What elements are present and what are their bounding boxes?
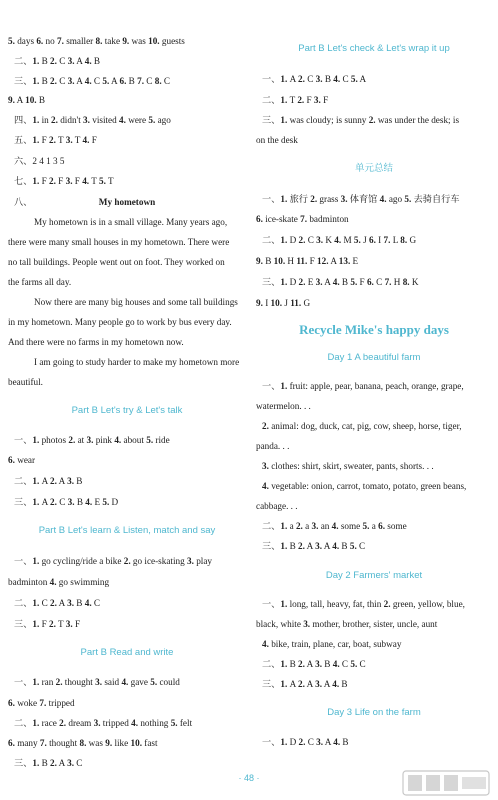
answer-line: 一、1. photos 2. at 3. pink 4. about 5. ride bbox=[14, 435, 170, 445]
answer-line: 一、1. go cycling/ride a bike 2. go ice-skating 3. play bbox=[14, 556, 213, 566]
answer-line: 6. wear bbox=[8, 455, 36, 465]
answer-line: there were many small houses in my hometown. There were bbox=[8, 237, 230, 247]
answer-line: 一、1. D 2. C 3. A 4. B bbox=[262, 737, 349, 747]
answer-line: 三、1. A 2. C 3. B 4. E 5. D bbox=[14, 497, 119, 507]
section-heading: Day 1 A beautiful farm bbox=[327, 352, 421, 363]
section-heading: Part B Let's learn & Listen, match and say bbox=[38, 525, 216, 536]
answer-line: 二、1. C 2. A 3. B 4. C bbox=[14, 598, 101, 608]
answer-line: 八、 bbox=[14, 197, 33, 207]
answer-line: 3. clothes: shirt, skirt, sweater, pants, shorts. . . bbox=[262, 461, 434, 471]
answer-line: 四、1. in 2. didn't 3. visited 4. were 5. ago bbox=[14, 115, 171, 125]
answer-line: 一、1. A 2. C 3. B 4. C 5. A bbox=[262, 74, 367, 84]
answer-line: 三、1. A 2. A 3. A 4. B bbox=[262, 679, 348, 689]
section-heading: Day 2 Farmers' market bbox=[325, 570, 423, 581]
answer-line: 6. many 7. thought 8. was 9. like 10. fast bbox=[8, 738, 158, 748]
section-heading: 单元总结 bbox=[354, 163, 393, 174]
answer-line: 5. days 6. no 7. smaller 8. take 9. was 10. guests bbox=[8, 36, 185, 46]
answer-line: 三、1. F 2. T 3. F bbox=[14, 619, 81, 629]
answer-line: 二、1. D 2. C 3. K 4. M 5. J 6. I 7. L 8. G bbox=[262, 235, 417, 245]
answer-line: in my hometown. Many people go to work by bus every day. bbox=[8, 317, 232, 327]
answer-line: 三、1. was cloudy; is sunny 2. was under the desk; is bbox=[262, 115, 460, 125]
answer-line: 二、1. a 2. a 3. an 4. some 5. a 6. some bbox=[262, 521, 407, 531]
answer-line: My hometown is in a small village. Many years ago, bbox=[34, 217, 228, 227]
watermark-logo bbox=[402, 770, 490, 796]
section-heading: Part B Let's check & Let's wrap it up bbox=[298, 43, 450, 54]
answer-line: beautiful. bbox=[8, 377, 43, 387]
answer-line: Now there are many big houses and some tall buildings bbox=[34, 297, 238, 307]
answer-line: 4. vegetable: onion, carrot, tomato, potato, green beans, bbox=[262, 481, 467, 491]
answer-line: 4. bike, train, plane, car, boat, subway bbox=[262, 639, 402, 649]
answer-line: 9. B 10. H 11. F 12. A 13. E bbox=[256, 256, 359, 266]
section-heading: Part B Read and write bbox=[80, 647, 174, 658]
answer-line: 二、1. B 2. A 3. B 4. C 5. C bbox=[262, 659, 366, 669]
answer-line: I am going to study harder to make my hometown more bbox=[34, 357, 240, 367]
answer-line: panda. . . bbox=[256, 441, 290, 451]
answer-line: 一、1. long, tall, heavy, fat, thin 2. green, yellow, blue, bbox=[262, 599, 465, 609]
answer-line: on the desk bbox=[256, 135, 298, 145]
section-heading: Part B Let's try & Let's talk bbox=[71, 405, 183, 416]
answer-line: 2. animal: dog, duck, cat, pig, cow, sheep, horse, tiger, bbox=[262, 421, 462, 431]
answer-line: the farms all day. bbox=[8, 277, 72, 287]
answer-line: 七、1. F 2. F 3. F 4. T 5. T bbox=[14, 176, 114, 186]
answer-line: 三、1. B 2. C 3. A 4. C 5. A 6. B 7. C 8. C bbox=[14, 76, 171, 86]
page-number: · 48 · bbox=[238, 773, 260, 783]
answer-line: 一、1. 旅行 2. grass 3. 体育馆 4. ago 5. 去骑自行车 bbox=[262, 194, 460, 204]
answer-line: 一、1. ran 2. thought 3. said 4. gave 5. could bbox=[14, 677, 180, 687]
answer-line: 9. A 10. B bbox=[8, 95, 46, 105]
answer-line: black, white 3. mother, brother, sister, uncle, aunt bbox=[256, 619, 438, 629]
answer-line: 三、1. B 2. A 3. A 4. B 5. C bbox=[262, 541, 366, 551]
essay-title: My hometown bbox=[98, 197, 156, 207]
section-heading: Day 3 Life on the farm bbox=[327, 707, 421, 718]
answer-line: 二、1. B 2. C 3. A 4. B bbox=[14, 56, 101, 66]
answer-line: watermelon. . . bbox=[256, 401, 311, 411]
answer-line: 6. ice-skate 7. badminton bbox=[256, 214, 349, 224]
answer-line: 三、1. B 2. A 3. C bbox=[14, 758, 83, 768]
answer-line: 六、2 4 1 3 5 bbox=[14, 156, 65, 166]
answer-line: 6. woke 7. tripped bbox=[8, 698, 75, 708]
answer-line: 二、1. T 2. F 3. F bbox=[262, 95, 329, 105]
answer-line: 二、1. A 2. A 3. B bbox=[14, 476, 83, 486]
section-heading: Recycle Mike's happy days bbox=[299, 322, 449, 337]
answer-line: 五、1. F 2. T 3. T 4. F bbox=[14, 135, 97, 145]
answer-line: 一、1. fruit: apple, pear, banana, peach, orange, grape, bbox=[262, 381, 464, 391]
answer-line: 9. I 10. J 11. G bbox=[256, 298, 311, 308]
answer-line: And there were no farms in my hometown now. bbox=[8, 337, 184, 347]
answer-line: badminton 4. go swimming bbox=[8, 577, 110, 587]
answer-line: no tall buildings. People went out on foot. They worked on bbox=[8, 257, 225, 267]
answer-line: cabbage. . . bbox=[256, 501, 298, 511]
answer-line: 二、1. race 2. dream 3. tripped 4. nothing 5. felt bbox=[14, 718, 193, 728]
answer-line: 三、1. D 2. E 3. A 4. B 5. F 6. C 7. H 8. K bbox=[262, 277, 419, 287]
